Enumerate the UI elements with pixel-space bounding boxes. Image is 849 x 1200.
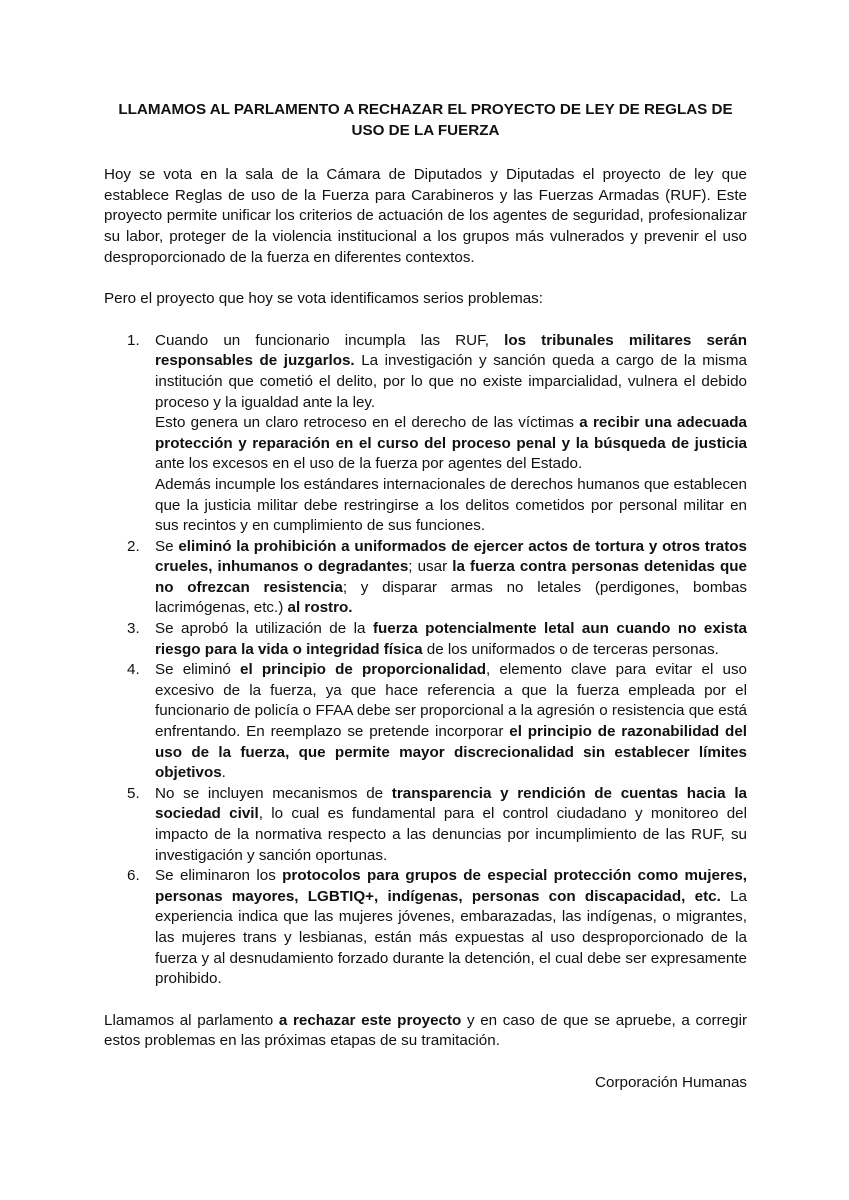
list-item-number: 4. [127,661,140,679]
bold-text: la fuerza contra personas detenidas que no ofrezcan resistencia [155,558,747,596]
bold-text: protocolos para grupos de especial protección como mujeres, personas mayores, LGBTIQ+, indígenas, personas con discapacidad, etc. [155,867,747,905]
intro-paragraph: Hoy se vota en la sala de la Cámara de Diputados y Diputadas el proyecto de ley que establece Reglas de uso de la Fuerza para Carabineros y las Fuerzas Armadas (RUF). Este proyecto permite unificar los criterios de actuación de los agentes de seguridad, profesionalizar su labor, proteger de la violencia institucional a los grupos más vulnerados y prevenir el uso desproporcionado de la fuerza en diferentes contextos. [104,166,747,266]
list-item [104,331,747,537]
list-item-number: 2. [127,537,140,555]
list-item-number: 5. [127,784,140,802]
list-item [104,784,747,866]
list-item-text: Cuando un funcionario incumpla las RUF, los tribunales militares serán responsables de juzgarlos. La investigación y sanción queda a cargo de la misma institución que cometió el delito, por lo que no existe imparcialidad, vulnera el debido proceso y la igualdad ante la ley. [155,331,748,411]
bold-text: transparencia y rendición de cuentas hacia la sociedad civil [155,784,747,823]
bold-text: a rechazar este proyecto [278,1011,462,1029]
bold-text: eliminó la prohibición a uniformados de ejercer actos de tortura y otros tratos crueles, inhumanos o degradantes [155,537,748,576]
list-item-text: Se eliminó el principio de proporcionalidad, elemento clave para evitar el uso excesivo de la fuerza, ya que hace referencia a que la fuerza empleada por el funcionario de policía o FFAA debe ser proporcional a la agresión o resistencia que está enfrentando. En reemplazo se pretende incorporar el principio de razonabilidad del uso de la fuerza, que permite mayor discrecionalidad sin establecer límites objetivos. [155,661,747,782]
list-item-text: Se eliminó la prohibición a uniformados de ejercer actos de tortura y otros tratos crueles, inhumanos o degradantes; usar la fuerza contra personas detenidas que no ofrezcan resistencia; y disparar armas no letales (perdigones, bombas lacrimógenas, etc.) al rostro. [155,537,748,617]
list-item-number: 6. [127,867,140,885]
lead-paragraph: Pero el proyecto que hoy se vota identificamos serios problemas: [104,290,543,308]
list-item [104,660,747,784]
list-item [104,537,747,619]
list-item-number: 3. [127,620,140,638]
bold-text: los tribunales militares serán responsables de juzgarlos. [155,331,747,370]
list-item-text: Además incumple los estándares internacionales de derechos humanos que establecen que la justicia militar debe restringirse a los delitos cometidos por personal militar en sus recintos y en cumplimiento de sus funciones. [155,475,747,535]
list-item [104,619,747,660]
list-item-text: Esto genera un claro retroceso en el derecho de las víctimas a recibir una adecuada protección y reparación en el curso del proceso penal y la búsqueda de justicia ante los excesos en el uso de la fuerza por agentes del Estado. [155,414,747,473]
list-item-number: 1. [127,331,140,349]
list-item-text: No se incluyen mecanismos de transparencia y rendición de cuentas hacia la sociedad civil, lo cual es fundamental para el control ciudadano y monitoreo del impacto de la normativa respecto a las denuncias por incumplimiento de las RUF, su investigación y sanción oportunas. [155,784,748,864]
document-title: LLAMAMOS AL PARLAMENTO A RECHAZAR EL PROYECTO DE LEY DE REGLAS DE USO DE LA FUERZA [118,101,733,139]
bold-text: a recibir una adecuada protección y reparación en el curso del proceso penal y la búsqueda de justicia [155,414,747,452]
bold-text: el principio de proporcionalidad [240,661,487,679]
bold-text: fuerza potencialmente letal aun cuando no exista riesgo para la vida o integridad física [155,620,747,658]
closing-paragraph: Llamamos al parlamento a rechazar este proyecto y en caso de que se apruebe, a corregir estos problemas en las próximas etapas de su tramitación. [104,1011,747,1050]
list-item-text: Se aprobó la utilización de la fuerza potencialmente letal aun cuando no exista riesgo para la vida o integridad física de los uniformados o de terceras personas. [155,620,747,658]
bold-text: el principio de razonabilidad del uso de la fuerza, que permite mayor discrecionalidad sin establecer límites objetivos [155,723,747,782]
issues-list [104,331,747,990]
bold-text: al rostro. [287,599,353,617]
list-item [104,866,747,990]
list-item-text: Se eliminaron los protocolos para grupos de especial protección como mujeres, personas mayores, LGBTIQ+, indígenas, personas con discapacidad, etc. La experiencia indica que las mujeres jóvenes, embarazadas, las indígenas, o migrantes, las mujeres trans y lesbianas, están más expuestas al uso desproporcionado de la fuerza y al desnudamiento forzado durante la detención, el cual debe ser expresamente prohibido. [155,867,747,988]
signature: Corporación Humanas [595,1073,747,1091]
